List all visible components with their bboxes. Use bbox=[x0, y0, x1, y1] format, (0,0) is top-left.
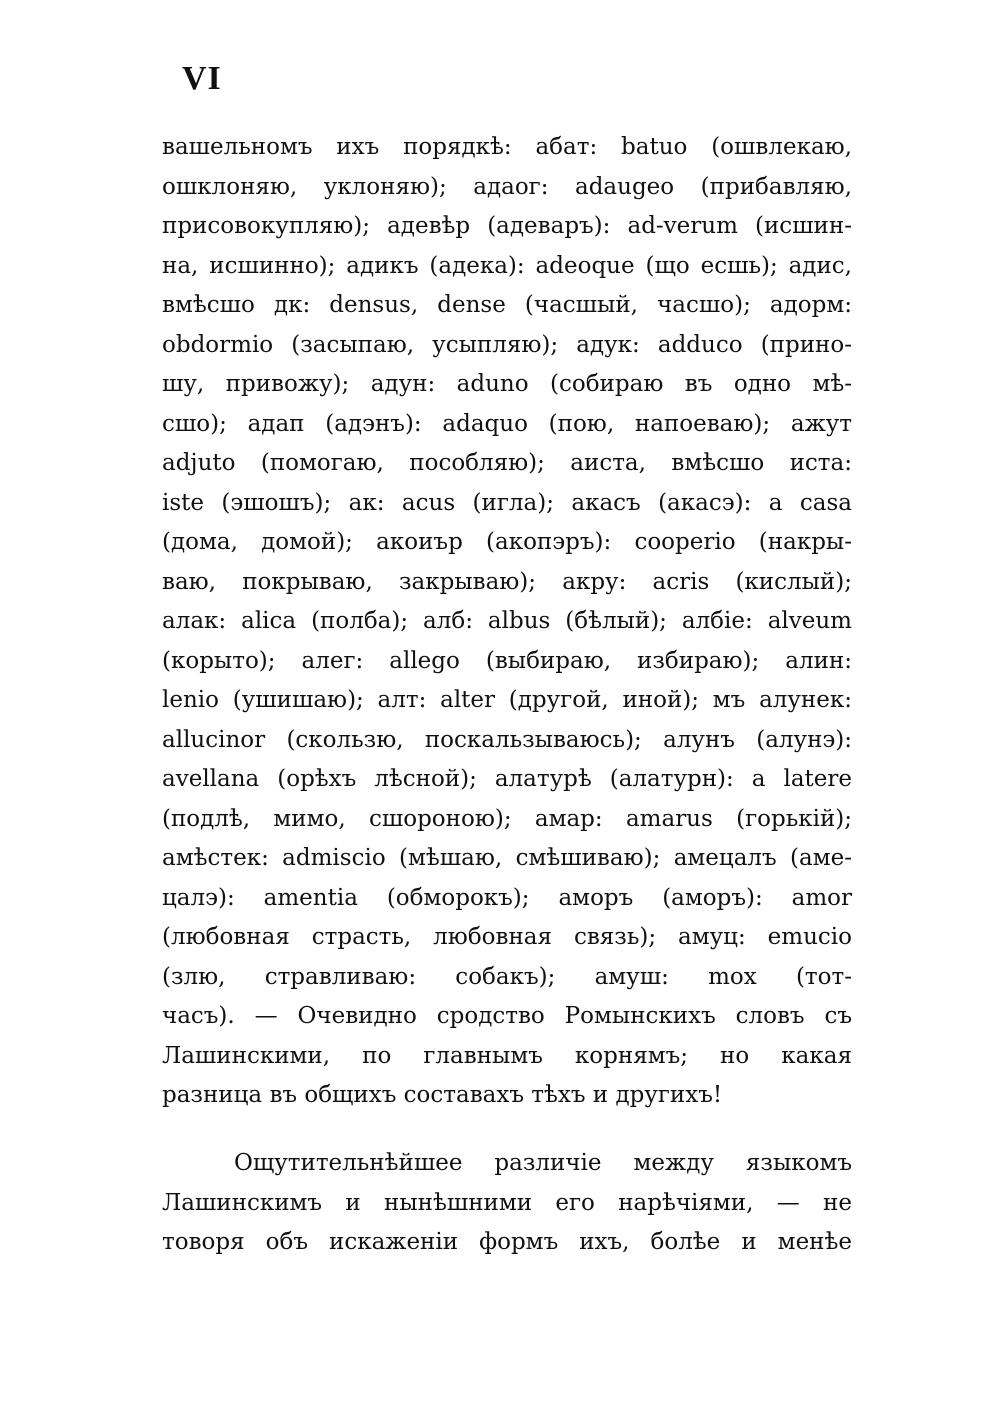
text-line: ошклоняю, уклоняю); адаог: adaugeo (прибавляю, bbox=[162, 173, 852, 200]
paragraph-2 bbox=[162, 1144, 852, 1263]
text-line: (злю, стравливаю: собакъ); амуш: mox (тот- bbox=[162, 963, 852, 990]
text-line: (подлѣ, мимо, сшороною); амар: amarus (горькій); bbox=[162, 805, 852, 832]
paragraph-1 bbox=[162, 128, 852, 1116]
text-line: obdormio (засыпаю, усыпляю); адук: adduco (прино- bbox=[162, 331, 852, 358]
text-line: (любовная страсть, любовная связь); амуц: emucio bbox=[162, 924, 852, 950]
text-line: Лашинскими, по главнымъ корнямъ; но какая bbox=[162, 1042, 852, 1069]
text-line: avellana (орѣхъ лѣсной); алатурѣ (алатурн): a latere bbox=[162, 766, 852, 792]
text-line: lenio (ушишаю); алт: alter (другой, иной); мъ алунек: bbox=[162, 687, 852, 713]
text-line: вашельномъ ихъ порядкѣ: абат: batuo (ошвлекаю, bbox=[162, 134, 852, 160]
text-line: присовокупляю); адевѣр (адеваръ): ad-verum (исшин- bbox=[162, 213, 852, 239]
text-line: товоря объ искаженіи формъ ихъ, болѣе и менѣе bbox=[162, 1229, 852, 1255]
text-line: ваю, покрываю, закрываю); акру: acris (кислый); bbox=[162, 568, 852, 595]
text-line: шу, привожу); адун: aduno (собираю въ одно мѣ- bbox=[162, 371, 852, 397]
text-line: сшо); адап (адэнъ): adaquo (пою, напоеваю); ажут bbox=[162, 410, 852, 437]
text-line: allucinor (скользю, поскальзываюсь); алунъ (алунэ): bbox=[162, 726, 852, 753]
text-line: цалэ): amentia (обморокъ); аморъ (аморъ): amor bbox=[162, 884, 852, 911]
text-line: на, исшинно); адикъ (адека): adeoque (що есшь); адис, bbox=[162, 252, 852, 279]
text-line: разница въ общихъ составахъ тѣхъ и другихъ! bbox=[162, 1082, 723, 1108]
text-line: adjuto (помогаю, пособляю); аиста, вмѣсшо иста: bbox=[162, 450, 852, 476]
text-line: Лашинскимъ и нынѣшними его нарѣчіями, — не bbox=[162, 1189, 852, 1216]
text-line: iste (эшошъ); ак: acus (игла); акасъ (акасэ): a casa bbox=[162, 489, 852, 516]
text-line: амѣстек: admiscio (мѣшаю, смѣшиваю); амецалъ (аме- bbox=[162, 845, 852, 871]
text-line: (корыто); алег: allego (выбираю, избираю); алин: bbox=[162, 647, 852, 674]
text-line: часъ). — Очевидно сродство Ромынскихъ словъ съ bbox=[162, 1003, 852, 1029]
text-line: (дома, домой); акоиър (акопэръ): coopеrio (накры- bbox=[162, 529, 852, 555]
text-line: алак: alica (полба); алб: albus (бѣлый); албіе: alveum bbox=[162, 608, 852, 634]
page-number: VI bbox=[182, 60, 222, 97]
text-line: вмѣсшо дк: densus, dense (часшый, часшо); адорм: bbox=[162, 292, 852, 318]
text-line: Ощутительнѣйшее различіе между языкомъ bbox=[234, 1150, 852, 1176]
